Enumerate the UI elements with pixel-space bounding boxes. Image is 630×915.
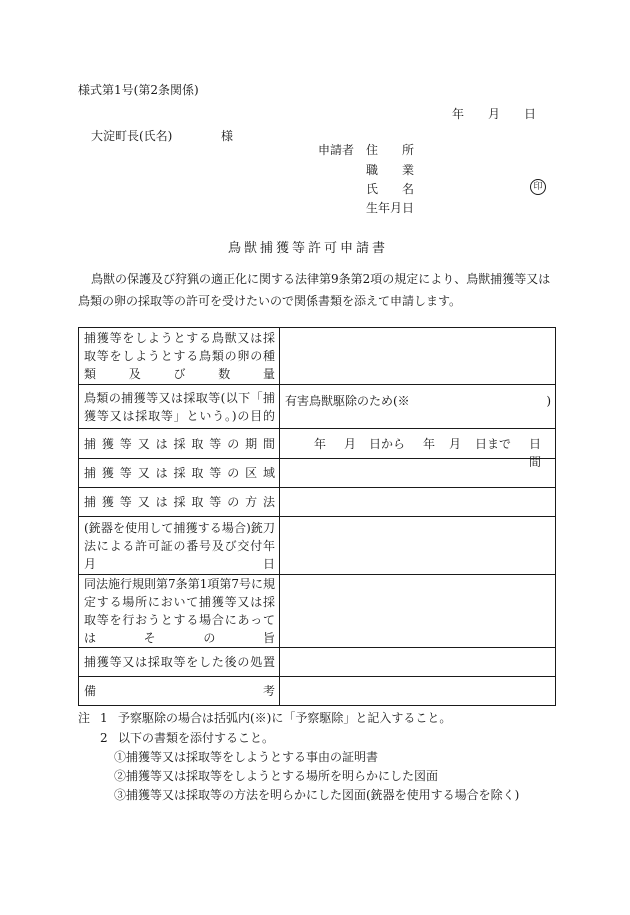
- remarks-label: 備考: [79, 677, 280, 706]
- attachment-item: ③捕獲等又は採取等の方法を明らかにした図面(銃器を使用する場合を除く): [114, 788, 520, 802]
- period-field[interactable]: [280, 429, 556, 469]
- applicant-occupation-label: 職 業: [366, 163, 415, 177]
- applicant-address-label: 住 所: [366, 143, 415, 157]
- table-row: [79, 517, 556, 575]
- attachment-item: ①捕獲等又は採取等をしようとする事由の証明書: [114, 750, 379, 764]
- period-to-month: 月: [449, 436, 462, 451]
- notes-prefix: 注: [78, 711, 91, 725]
- intro-paragraph: 鳥獣の保護及び狩猟の適正化に関する法律第9条第2項の規定により、鳥獣捕獲等又は鳥類の卵の採取等の許可を受けたいので関係書類を添えて申請します。: [78, 272, 551, 308]
- seal-mark: 印: [530, 179, 546, 195]
- purpose-label: 鳥類の捕獲等又は採取等(以下「捕獲等又は採取等」という。)の目的: [79, 385, 280, 429]
- note-text: 予察駆除の場合は括弧内(※)に「予察駆除」と記入すること。: [118, 711, 452, 725]
- table-row: [79, 575, 556, 648]
- document-title: 鳥獣捕獲等許可申請書: [228, 241, 389, 256]
- table-row: [79, 648, 556, 677]
- period-to-day: 日まで: [475, 436, 512, 451]
- table-row: [79, 385, 556, 429]
- table-row: [79, 328, 556, 385]
- remarks-field[interactable]: [280, 677, 556, 706]
- special-place-label: 同法施行規則第7条第1項第7号に規定する場所において捕獲等又は採取等を行おうとする場合にあってはその旨: [79, 575, 280, 648]
- period-to-year: 年: [423, 436, 436, 451]
- date-month-label: 月: [488, 107, 501, 121]
- purpose-value: 有害鳥獣駆除のため(※: [285, 393, 410, 408]
- table-row: [79, 488, 556, 517]
- note-text: 以下の書類を添付すること。: [118, 731, 275, 745]
- note-number: 1: [100, 711, 108, 725]
- method-label: 捕獲等又は採取等の方法: [79, 488, 280, 517]
- purpose-field[interactable]: [280, 385, 556, 429]
- form-number: 様式第1号(第2条関係): [78, 83, 199, 97]
- applicant-name-label: 氏 名: [366, 182, 415, 196]
- table-row: [79, 459, 556, 488]
- table-row: [79, 677, 556, 706]
- species-quantity-label: 捕獲等をしようとする鳥獣又は採取等をしようとする鳥類の卵の種類及び数量: [79, 328, 280, 385]
- method-field[interactable]: [280, 488, 556, 517]
- disposal-label: 捕獲等又は採取等をした後の処置: [79, 648, 280, 677]
- note-number: 2: [100, 731, 108, 745]
- firearm-permit-label: (銃器を使用して捕獲する場合)銃刀法による許可証の番号及び交付年月日: [79, 517, 280, 575]
- period-days: 日間: [529, 436, 542, 469]
- attachment-item: ②捕獲等又は採取等をしようとする場所を明らかにした図面: [114, 769, 439, 783]
- date-day-label: 日: [524, 107, 537, 121]
- applicant-label: 申請者: [318, 143, 355, 157]
- period-from-day: 日から: [369, 436, 406, 451]
- period-from-month: 月: [344, 436, 357, 451]
- species-quantity-field[interactable]: [280, 328, 556, 385]
- application-table: [78, 327, 556, 706]
- addressee: [91, 127, 234, 144]
- period-label: 捕獲等又は採取等の期間: [79, 429, 280, 459]
- period-from-year: 年: [314, 436, 327, 451]
- addressee-honorific: 様: [221, 129, 234, 143]
- disposal-field[interactable]: [280, 648, 556, 677]
- area-field[interactable]: [280, 459, 556, 488]
- date-year-label: 年: [452, 107, 465, 121]
- table-row: [79, 429, 556, 459]
- purpose-closing-paren: ): [546, 393, 551, 408]
- addressee-label: 大淀町長(氏名): [91, 129, 173, 143]
- area-label: 捕獲等又は採取等の区域: [79, 459, 280, 488]
- firearm-permit-field[interactable]: [280, 517, 556, 575]
- applicant-birthdate-label: 生年月日: [366, 201, 415, 215]
- special-place-field[interactable]: [280, 575, 556, 648]
